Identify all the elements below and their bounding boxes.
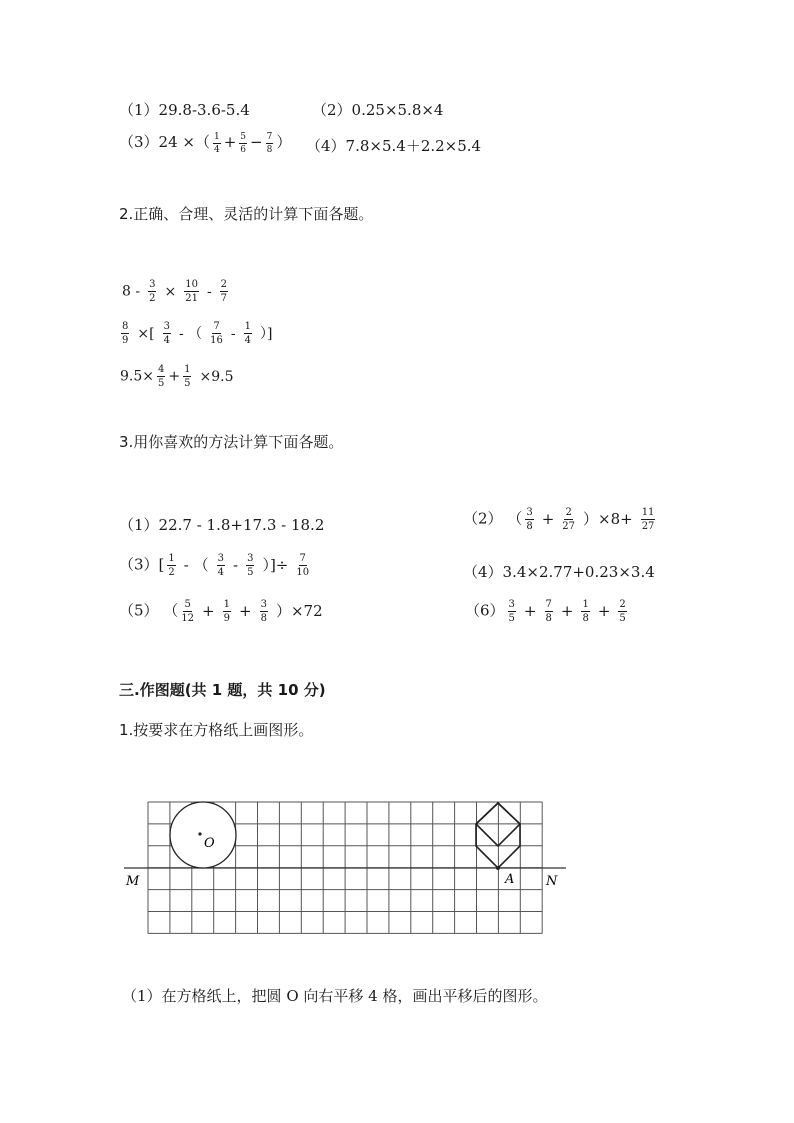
expr-lead: （3）24 ×（ (119, 133, 210, 151)
problem-1-2: （2）0.25×5.8×4 (312, 101, 444, 119)
point-a (496, 866, 500, 870)
fraction: $\frac{2}{27}$ (562, 507, 575, 532)
fraction: $\frac{3}{5}$ (247, 553, 254, 578)
fraction: $\frac{2}{5}$ (619, 599, 626, 624)
label-a: A (505, 872, 515, 887)
fraction: $\frac{5}{12}$ (181, 599, 195, 624)
q3-problem-4: （4）3.4×2.77+0.23×3.4 (463, 563, 655, 581)
fraction: $\frac{1}{4}$ (244, 321, 251, 346)
fraction: $\frac{10}{21}$ (185, 279, 198, 304)
circle-o (170, 802, 236, 868)
problem-1-1: （1）29.8-3.6-5.4 (119, 101, 250, 119)
problem-1-4: （4）7.8×5.4＋2.2×5.4 (306, 137, 482, 155)
fraction: $\frac{3}{4}$ (163, 321, 170, 346)
fraction: $\frac{7}{8}$ (545, 599, 552, 624)
fraction: $\frac{3}{4}$ (217, 553, 224, 578)
fraction: $\frac{1}{4}$ (213, 131, 220, 155)
fraction: $\frac{2}{7}$ (220, 279, 228, 304)
fraction: $\frac{1}{9}$ (223, 599, 230, 624)
q3-problem-2: （2） （ $\frac{3}{8}$ + $\frac{2}{27}$ ）×8+ $\frac{11}{27}$ (463, 507, 655, 532)
fraction: $\frac{7}{10}$ (296, 553, 310, 578)
q2-expression-1: 8 - $\frac{3}{2}$ × $\frac{10}{21}$ - $\frac{2}{7}$ (122, 279, 228, 304)
minus-sign: − (250, 133, 263, 151)
problem-1-3 (119, 131, 291, 155)
q3-problem-3: （3）[ $\frac{1}{2}$ - （ $\frac{3}{4}$ - $\frac{3}{5}$ ）]÷ $\frac{7}{10}$ (119, 553, 310, 578)
q3-problem-1: （1）22.7 - 1.8+17.3 - 18.2 (119, 516, 325, 534)
q3-problem-6: （6） $\frac{3}{5}$ + $\frac{7}{8}$ + $\frac{1}{8}$ + $\frac{2}{5}$ (465, 599, 626, 624)
fraction: $\frac{3}{2}$ (149, 279, 156, 304)
fraction: $\frac{11}{27}$ (641, 507, 655, 532)
fraction: $\frac{5}{6}$ (240, 131, 247, 155)
section-3-header: 三.作图题(共 1 题，共 10 分) (119, 681, 326, 699)
label-o: O (204, 836, 215, 851)
label-n: N (546, 874, 558, 889)
grid-figure (120, 795, 570, 945)
fraction: $\frac{7}{8}$ (266, 131, 273, 155)
fraction: $\frac{3}{5}$ (508, 599, 515, 624)
q3-problem-5: （5） （ $\frac{5}{12}$ + $\frac{1}{9}$ + $\frac{3}{8}$ ）×72 (119, 599, 323, 624)
q2-expression-2: $\frac{8}{9}$ ×[ $\frac{3}{4}$ - （ $\frac{7}{16}$ - $\frac{1}{4}$ ）] (122, 321, 273, 346)
close-paren: ） (276, 133, 292, 151)
question-2-title: 2.正确、合理、灵活的计算下面各题。 (119, 205, 374, 223)
hexagon-shape-top (476, 803, 498, 824)
hexagon-shape-top (498, 803, 520, 824)
fraction: $\frac{1}{5}$ (184, 364, 191, 389)
section-3-subquestion-1: （1）在方格纸上，把圆 O 向右平移 4 格，画出平移后的图形。 (122, 987, 548, 1005)
fraction: $\frac{3}{8}$ (260, 599, 267, 624)
fraction: $\frac{3}{8}$ (526, 507, 533, 532)
fraction: $\frac{1}{8}$ (582, 599, 589, 624)
section-3-question-1-title: 1.按要求在方格纸上画图形。 (119, 721, 314, 739)
question-3-title: 3.用你喜欢的方法计算下面各题。 (119, 433, 344, 451)
plus-sign: + (223, 133, 237, 151)
fraction: $\frac{8}{9}$ (122, 321, 129, 346)
fraction: $\frac{1}{2}$ (168, 553, 175, 578)
label-m: M (126, 874, 140, 889)
center-o-point (198, 832, 201, 835)
fraction: $\frac{4}{5}$ (158, 364, 165, 389)
q2-expression-3: 9.5× $\frac{4}{5}$ + $\frac{1}{5}$ ×9.5 (120, 364, 234, 389)
fraction: $\frac{7}{16}$ (210, 321, 223, 346)
